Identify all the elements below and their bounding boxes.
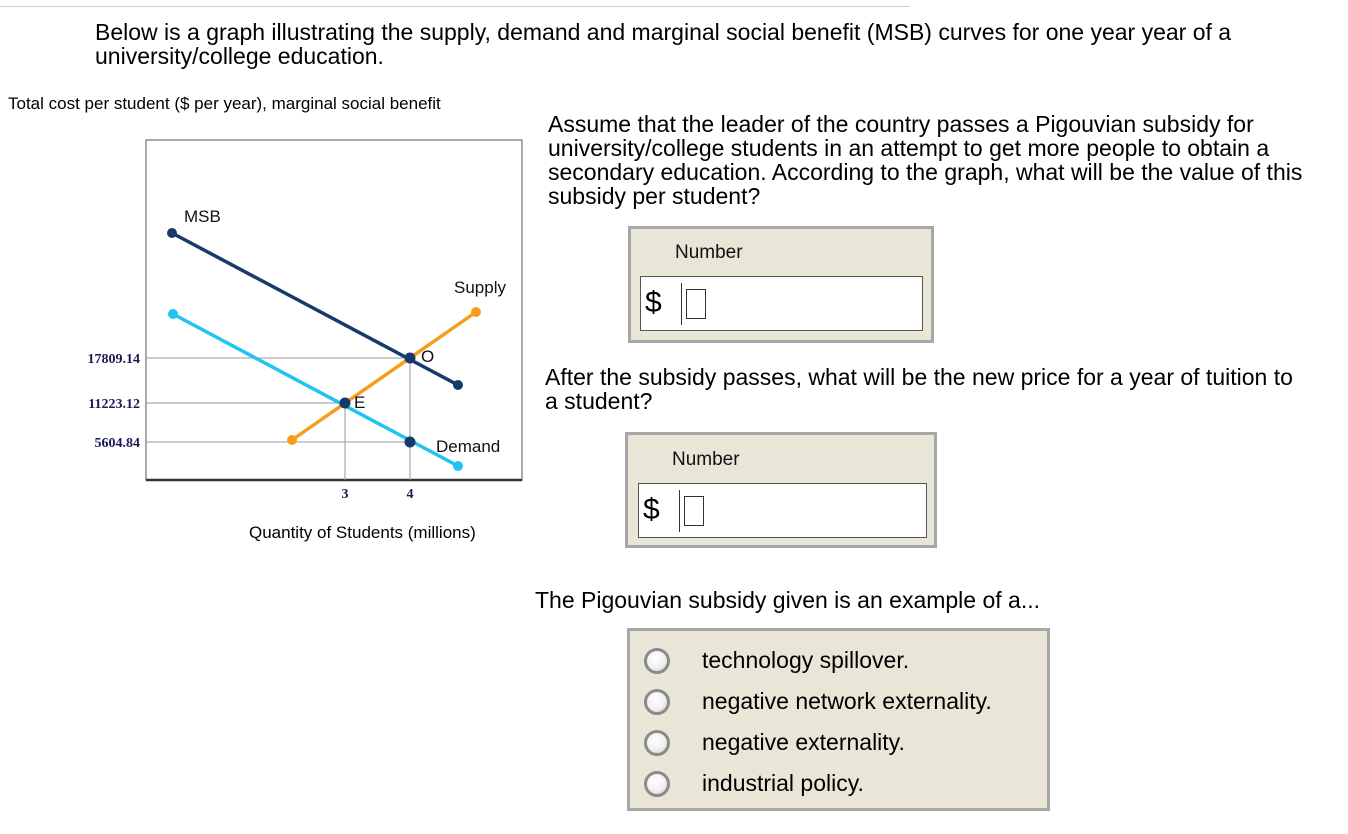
number-label: Number	[672, 449, 740, 470]
question-3-text: The Pigouvian subsidy given is an example of a...	[535, 587, 1041, 613]
supply-curve-end-point	[471, 307, 481, 317]
supply-demand-graph	[60, 130, 530, 510]
option-label[interactable]: negative externality.	[702, 729, 905, 755]
option-negative-network-externality[interactable]	[642, 684, 1042, 720]
x-tick-4: 4	[406, 487, 414, 502]
demand-curve-end-point	[453, 461, 463, 471]
intro-text: Below is a graph illustrating the supply, demand and marginal social benefit (MSB) curves for one year year of a university/college education.	[95, 19, 1232, 69]
option-label[interactable]: technology spillover.	[702, 647, 910, 673]
option-technology-spillover[interactable]	[642, 643, 1042, 679]
msb-label: MSB	[184, 207, 221, 226]
y-tick-11223: 11223.12	[88, 397, 140, 412]
subsidy-input[interactable]	[686, 289, 706, 319]
demand-label: Demand	[436, 437, 501, 456]
msb-curve-start-point	[167, 228, 177, 238]
question-2-text: After the subsidy passes, what will be the new price for a year of tuition to a student?	[545, 364, 1293, 414]
demand-at-q4-point	[405, 437, 416, 448]
y-tick-17809: 17809.14	[87, 352, 140, 367]
answer-box-subsidy	[628, 226, 934, 343]
demand-curve-start-point	[168, 309, 178, 319]
option-label[interactable]: industrial policy.	[702, 770, 864, 796]
option-industrial-policy[interactable]	[642, 766, 1042, 802]
optimal-point-o	[405, 353, 416, 364]
option-label[interactable]: negative network externality.	[702, 688, 992, 714]
radio-button[interactable]	[644, 689, 670, 715]
x-tick-3: 3	[341, 487, 349, 502]
dollar-sign: $	[645, 286, 662, 319]
radio-button[interactable]	[644, 648, 670, 674]
dollar-sign: $	[643, 493, 660, 526]
graph-x-axis-label: Quantity of Students (millions)	[249, 523, 476, 542]
subsidy-number-field	[640, 276, 923, 331]
radio-button[interactable]	[644, 771, 670, 797]
number-label: Number	[675, 242, 743, 263]
equilibrium-point-e	[340, 398, 351, 409]
new-price-input[interactable]	[684, 496, 704, 526]
field-separator	[681, 283, 682, 325]
msb-curve-end-point	[453, 380, 463, 390]
graph-y-axis-label: Total cost per student ($ per year), marginal social benefit	[8, 94, 441, 113]
supply-curve-start-point	[287, 435, 297, 445]
y-tick-5604: 5604.84	[94, 436, 140, 451]
question-1-text: Assume that the leader of the country passes a Pigouvian subsidy for university/college students in an attempt to get more people to obtain a secondary education. According to the graph, what will be the value of this subsidy per student?	[548, 111, 1303, 209]
answer-box-new-price	[625, 432, 937, 548]
point-e-label: E	[354, 393, 366, 412]
multiple-choice-box	[627, 628, 1050, 811]
plot-frame	[146, 140, 522, 480]
option-negative-externality[interactable]	[642, 725, 1042, 761]
point-o-label: O	[421, 347, 435, 366]
field-separator	[679, 490, 680, 532]
radio-button[interactable]	[644, 730, 670, 756]
new-price-number-field	[638, 483, 927, 538]
supply-label: Supply	[454, 278, 506, 297]
top-divider	[0, 0, 910, 7]
